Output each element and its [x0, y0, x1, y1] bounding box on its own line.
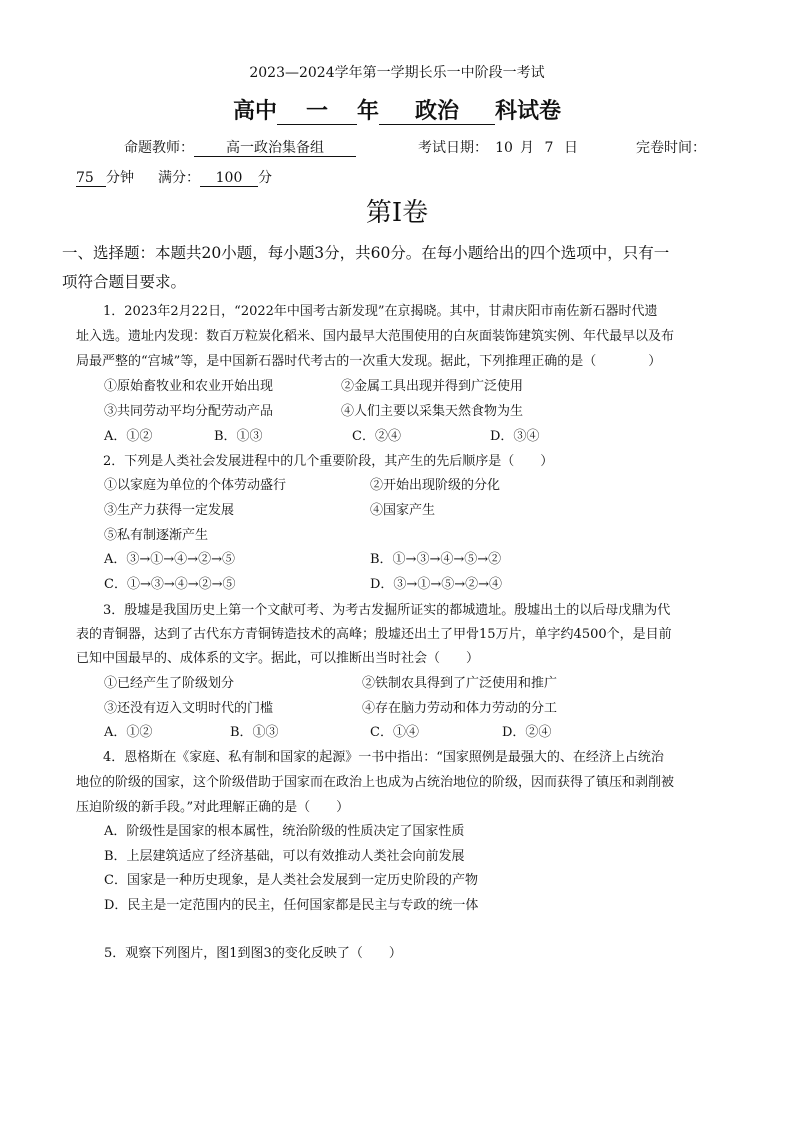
grade-prefix: 高中 — [232, 98, 277, 124]
question-3-stem: 已知中国最早的、成体系的文字。据此，可以推断出当时社会（ ） — [76, 651, 480, 666]
question-2-statement: ⑤私有制逐渐产生 — [104, 528, 209, 543]
question-1-statement: ②金属工具出现并得到广泛使用 — [341, 379, 524, 394]
question-2-statement: ②开始出现阶级的分化 — [370, 478, 501, 493]
section-instruction-cont: 项符合题目要求。 — [62, 273, 187, 291]
question-3-stem: 表的青铜器，达到了古代东方青铜铸造技术的高峰；殷墟还出土了甲骨15万片，单字约4500个，是目前 — [76, 627, 672, 642]
section-title: 第Ⅰ卷 — [365, 198, 429, 228]
month-unit: 月 — [520, 140, 534, 156]
question-4-option-a: A．阶级性是国家的根本属性，统治阶级的性质决定了国家性质 — [104, 824, 465, 839]
question-3-option-c: C．①④ — [370, 725, 419, 740]
day-unit: 日 — [564, 140, 578, 156]
question-1-option-d: D．③④ — [490, 429, 540, 444]
question-4-stem: 4．恩格斯在《家庭、私有制和国家的起源》一书中指出：“国家照例是最强大的、在经济上占统治 — [103, 750, 664, 765]
question-2-statement: ①以家庭为单位的个体劳动盛行 — [104, 478, 287, 493]
time-score-row — [76, 167, 272, 187]
time-value: 75 — [76, 170, 106, 187]
question-2-option-b: B．①→③→④→⑤→② — [370, 552, 502, 567]
question-3-option-a: A．①② — [104, 725, 153, 740]
question-1-statement: ③共同劳动平均分配劳动产品 — [104, 404, 274, 419]
question-1-statement: ④人们主要以采集天然食物为生 — [341, 404, 524, 419]
question-4-stem: 压迫阶级的新手段。”对此理解正确的是（ ） — [76, 800, 350, 815]
question-2-option-a: A．③→①→④→②→⑤ — [104, 552, 235, 567]
question-1-statement: ①原始畜牧业和农业开始出现 — [104, 379, 274, 394]
grade-unit: 年 — [356, 98, 379, 124]
question-3-statement: ①已经产生了阶级划分 — [104, 676, 235, 691]
question-1-stem: 址入选。遗址内发现：数百万粒炭化稻米、国内最早大范围使用的白灰面装饰建筑实例、年代最早以及布 — [76, 329, 675, 344]
question-1-option-b: B．①③ — [214, 429, 263, 444]
question-3-option-d: D．②④ — [502, 725, 552, 740]
score-unit: 分 — [258, 170, 272, 186]
paper-title — [0, 94, 794, 125]
teacher-label: 命题教师： — [124, 140, 194, 156]
grade-value: 一 — [277, 99, 357, 125]
score-value: 100 — [200, 170, 258, 187]
question-1-option-a: A．①② — [104, 429, 153, 444]
question-4-stem: 地位的阶级的国家，这个阶级借助于国家而在政治上也成为占统治地位的阶级，因而获得了镇压和剥削被 — [76, 775, 675, 790]
question-1-stem: 局最严整的“宫城”等，是中国新石器时代考古的一次重大发现。据此，下列推理正确的是（ ） — [76, 354, 662, 369]
subject-value: 政治 — [379, 99, 495, 125]
question-3-stem: 3．殷墟是我国历史上第一个文献可考、为考古发掘所证实的都城遗址。殷墟出土的以后母戊鼎为代 — [103, 603, 671, 618]
time-unit: 分钟 — [106, 170, 134, 186]
date-month: 10 — [495, 140, 513, 156]
question-5-stem: 5．观察下列图片，图1到图3的变化反映了（ ） — [104, 946, 402, 961]
question-2-option-c: C．①→③→④→②→⑤ — [104, 577, 236, 592]
question-4-option-c: C．国家是一种历史现象，是人类社会发展到一定历史阶段的产物 — [104, 873, 478, 888]
subject-suffix: 科试卷 — [495, 98, 562, 124]
question-3-statement: ④存在脑力劳动和体力劳动的分工 — [362, 701, 558, 716]
question-1-option-c: C．②④ — [352, 429, 401, 444]
score-label: 满分： — [158, 170, 200, 186]
question-4-option-b: B．上层建筑适应了经济基础，可以有效推动人类社会向前发展 — [104, 849, 465, 864]
exam-title-line: 2023—2024学年第一学期长乐一中阶段一考试 — [249, 65, 545, 81]
exam-info-row — [124, 137, 356, 157]
time-label: 完卷时间： — [636, 140, 706, 156]
exam-date — [418, 137, 578, 157]
question-2-statement: ④国家产生 — [370, 503, 436, 518]
question-3-statement: ③还没有迈入文明时代的门槛 — [104, 701, 274, 716]
question-3-statement: ②铁制农具得到了广泛使用和推广 — [362, 676, 558, 691]
date-label: 考试日期： — [418, 140, 488, 156]
question-1-stem: 1．2023年2月22日，“2022年中国考古新发现”在京揭晓。其中，甘肃庆阳市南佐新石器时代遗 — [103, 304, 658, 319]
section-instruction: 一、选择题：本题共20小题，每小题3分，共60分。在每小题给出的四个选项中，只有一 — [62, 244, 670, 262]
question-2-stem: 2．下列是人类社会发展进程中的几个重要阶段，其产生的先后顺序是（ ） — [103, 454, 554, 469]
teacher-value: 高一政治集备组 — [194, 140, 356, 157]
question-2-statement: ③生产力获得一定发展 — [104, 503, 235, 518]
question-2-option-d: D．③→①→⑤→②→④ — [370, 577, 502, 592]
date-day: 7 — [544, 140, 554, 156]
question-4-option-d: D．民主是一定范围内的民主，任何国家都是民主与专政的统一体 — [104, 898, 479, 913]
question-3-option-b: B．①③ — [230, 725, 279, 740]
